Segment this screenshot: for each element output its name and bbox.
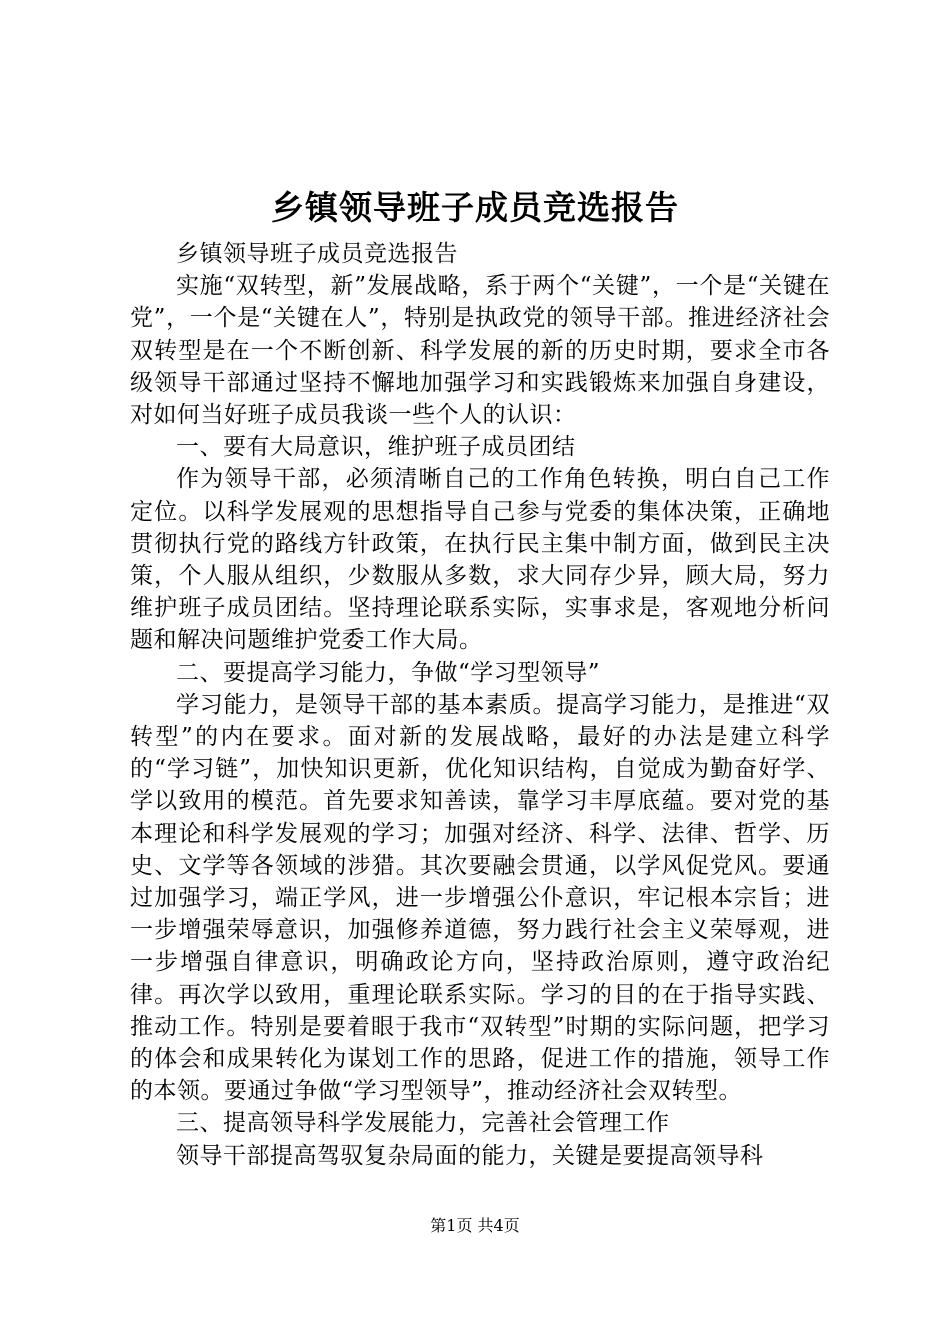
intro-paragraph: 实施“双转型，新”发展战略，系于两个“关键”，一个是“关键在党”，一个是“关键在人”，特别是执政党的领导干部。推进经济社会双转型是在一个不断创新、科学发展的新的历史时期，要求全市各级领导干部通过坚持不懈地加强学习和实践锻炼来加强自身建设，对如何当好班子成员我谈一些个人的认识：	[130, 273, 830, 429]
subtitle-paragraph: 乡镇领导班子成员竞选报告	[176, 241, 458, 267]
section-3-paragraph: 领导干部提高驾驭复杂局面的能力，关键是要提高领导科	[176, 1142, 764, 1169]
document-body	[130, 238, 830, 1172]
section-heading-1: 一、要有大局意识，维护班子成员团结	[176, 434, 576, 461]
page-footer: 第1页 共4页	[430, 1216, 520, 1235]
section-heading-2: 二、要提高学习能力，争做“学习型领导”	[176, 659, 601, 686]
document-title: 乡镇领导班子成员竞选报告	[271, 188, 679, 227]
section-heading-3: 三、提高领导科学发展能力，完善社会管理工作	[176, 1110, 670, 1137]
section-1-paragraph: 作为领导干部，必须清晰自己的工作角色转换，明白自己工作定位。以科学发展观的思想指导自己参与党委的集体决策，正确地贯彻执行党的路线方针政策，在执行民主集中制方面，做到民主决策，个人服从组织，少数服从多数，求大同存少异，顾大局，努力维护班子成员团结。坚持理论联系实际，实事求是，客观地分析问题和解决问题维护党委工作大局。	[130, 466, 830, 654]
section-2-paragraph: 学习能力，是领导干部的基本素质。提高学习能力，是推进“双转型”的内在要求。面对新的发展战略，最好的办法是建立科学的“学习链”，加快知识更新，优化知识结构，自觉成为勤奋好学、学以致用的模范。首先要求知善读，靠学习丰厚底蕴。要对党的基本理论和科学发展观的学习；加强对经济、科学、法律、哲学、历史、文学等各领域的涉猎。其次要融会贯通，以学风促党风。要通过加强学习，端正学风，进一步增强公仆意识，牢记根本宗旨；进一步增强荣辱意识，加强修养道德，努力践行社会主义荣辱观，进一步增强自律意识，明确政论方向，坚持政治原则，遵守政治纪律。再次学以致用，重理论联系实际。学习的目的在于指导实践、推动工作。特别是要着眼于我市“双转型”时期的实际问题，把学习的体会和成果转化为谋划工作的思路，促进工作的措施，领导工作的本领。要通过争做“学习型领导”，推动经济社会双转型。	[130, 691, 830, 1105]
